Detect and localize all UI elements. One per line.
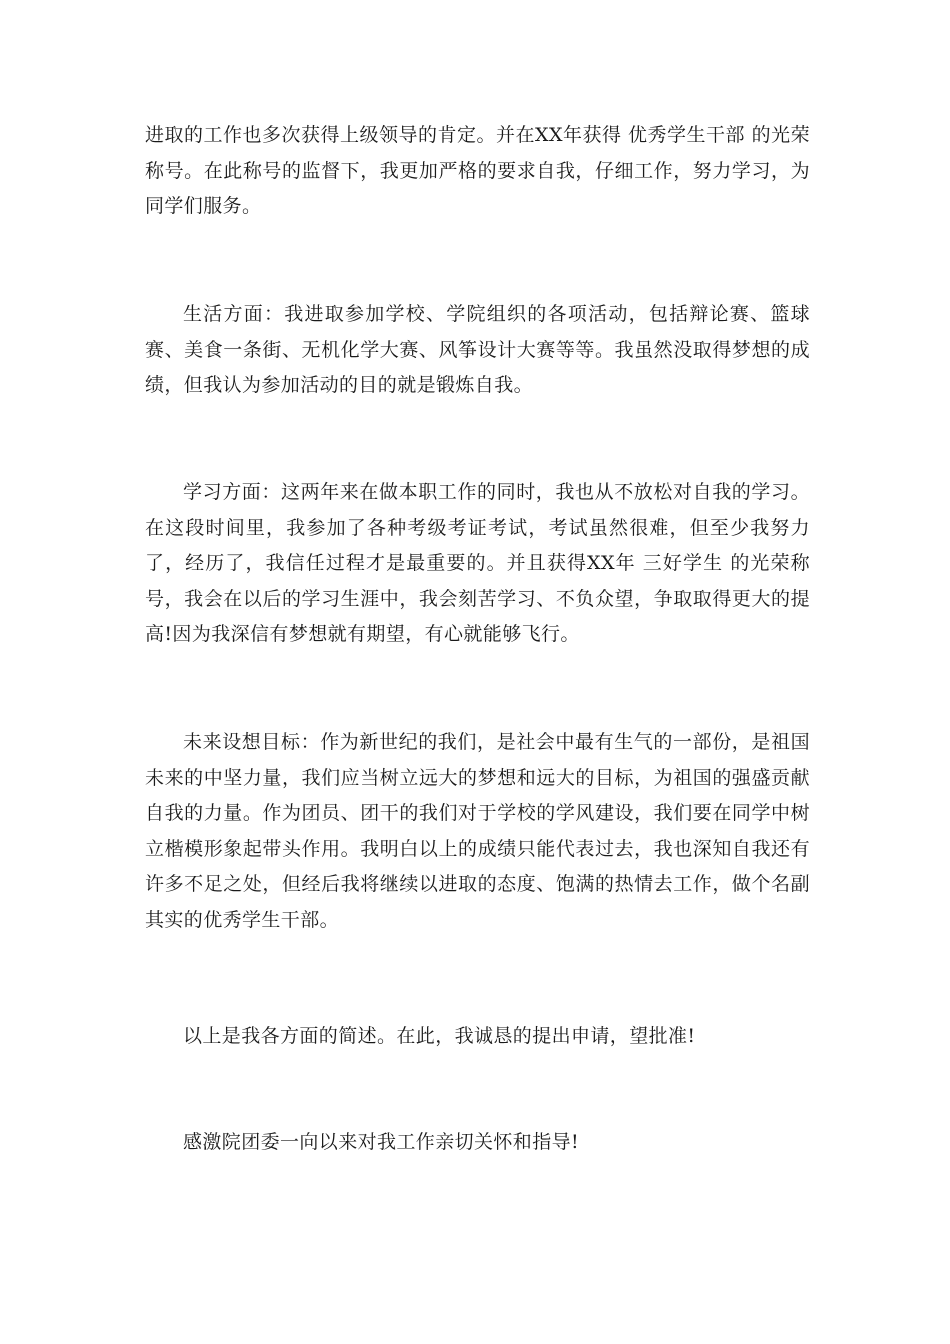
paragraph-summary: 以上是我各方面的简述。在此，我诚恳的提出申请，望批准!	[183, 1025, 696, 1047]
paragraph-work-continued: 进取的工作也多次获得上级领导的肯定。并在XX年获得 优秀学生干部 的光荣称号。在此称号的监督下，我更加严格的要求自我，仔细工作，努力学习，为同学们服务。	[145, 124, 810, 217]
paragraph-future: 未来设想目标：作为新世纪的我们，是社会中最有生气的一部份，是祖国未来的中坚力量，我们应当树立远大的梦想和远大的目标，为祖国的强盛贡献自我的力量。作为团员、团干的我们对于学校的学风建设，我们要在同学中树立楷模形象起带头作用。我明白以上的成绩只能代表过去，我也深知自我还有许多不足之处，但经后我将继续以进取的态度、饱满的热情去工作，做个名副其实的优秀学生干部。	[145, 731, 810, 931]
paragraph-study: 学习方面：这两年来在做本职工作的同时，我也从不放松对自我的学习。在这段时间里，我参加了各种考级考证考试，考试虽然很难，但至少我努力了，经历了，我信任过程才是最重要的。并且获得XX年 三好学生 的光荣称号，我会在以后的学习生涯中，我会刻苦学习、不负众望，争取取得更大的提高!因为我深信有梦想就有期望，有心就能够飞行。	[145, 481, 810, 645]
paragraph-life: 生活方面：我进取参加学校、学院组织的各项活动，包括辩论赛、篮球赛、美食一条街、无机化学大赛、风筝设计大赛等等。我虽然没取得梦想的成绩，但我认为参加活动的目的就是锻炼自我。	[145, 303, 810, 396]
paragraph-thanks: 感激院团委一向以来对我工作亲切关怀和指导!	[183, 1131, 580, 1153]
